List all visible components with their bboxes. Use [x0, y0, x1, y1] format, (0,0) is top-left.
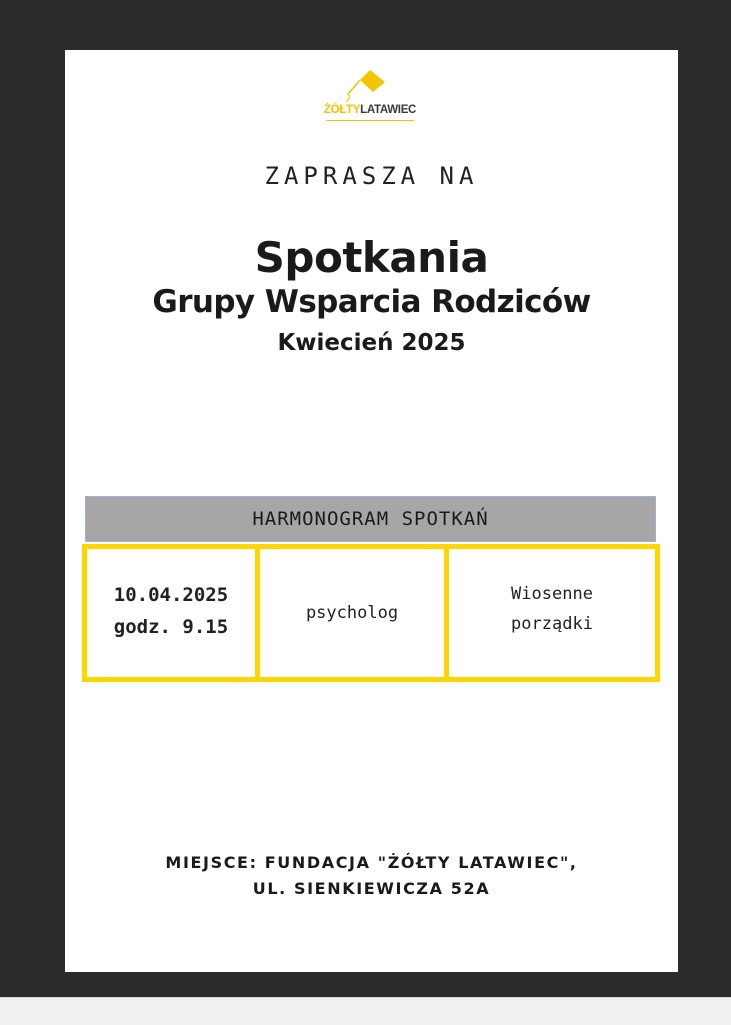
topic-cell — [444, 544, 660, 682]
logo-name-dark: LATAWIEC — [360, 104, 417, 116]
logo-text — [320, 104, 420, 116]
schedule-header: HARMONOGRAM SPOTKAŃ — [85, 496, 656, 542]
date-cell — [82, 544, 260, 682]
topic-line-1: Wiosenne — [511, 584, 593, 604]
month-label: Kwiecień 2025 — [277, 330, 466, 356]
place-line-1: MIEJSCE: FUNDACJA "ŻÓŁTY LATAWIEC", — [165, 853, 578, 872]
logo — [320, 68, 420, 124]
place-line-2: UL. SIENKIEWICZA 52A — [252, 879, 491, 898]
kite-icon — [340, 68, 400, 104]
logo-underline — [326, 120, 414, 121]
specialist-cell — [255, 544, 449, 682]
bottom-strip — [0, 997, 731, 1025]
poster-page — [65, 50, 678, 972]
page-subtitle: Grupy Wsparcia Rodziców — [152, 284, 591, 320]
meeting-time: godz. 9.15 — [113, 616, 229, 638]
schedule-row — [82, 544, 660, 682]
specialist: psycholog — [305, 603, 399, 623]
place-info — [65, 850, 678, 902]
logo-name-yellow: ŻÓŁTY — [323, 104, 361, 116]
invite-text: ZAPRASZA NA — [264, 162, 479, 190]
page-title: Spotkania — [254, 233, 489, 282]
topic-line-2: porządki — [511, 614, 593, 634]
meeting-date: 10.04.2025 — [113, 584, 229, 606]
